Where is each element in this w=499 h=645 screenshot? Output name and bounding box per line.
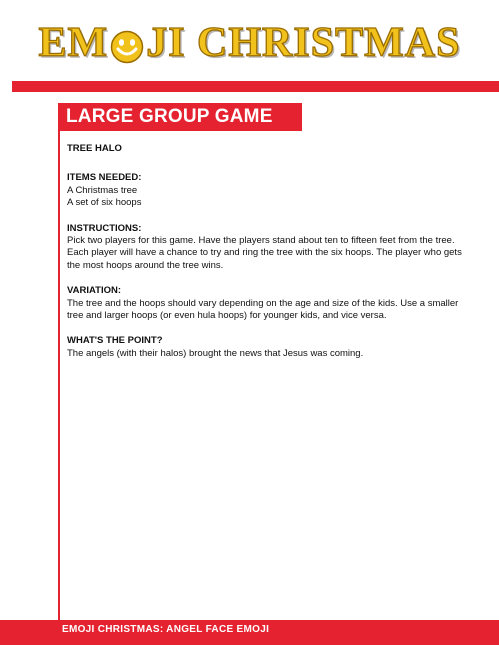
footer-bar [0,620,499,645]
game-content [67,143,477,373]
variation-heading: VARIATION: [67,285,122,297]
logo-text-part2: JI CHRISTMAS [146,20,461,66]
logo-text-part1: EM [38,20,109,66]
items-section [67,172,477,209]
variation-section [67,285,477,322]
items-heading: ITEMS NEEDED: [67,172,142,184]
item-line: A Christmas tree [67,184,138,196]
instructions-text: Pick two players for this game. Have the players stand about ten to fifteen feet from the tree. Each player will have a chance to try and ring the tree with the six hoops. The player who gets the most hoops around the tree wins. [67,235,462,271]
logo-text [39,19,461,67]
variation-text: The tree and the hoops should vary depending on the age and size of the kids. Use a smaller tree and larger hoops (or even hula hoops) for younger kids, and vice versa. [67,297,459,322]
section-header: LARGE GROUP GAME [58,103,302,131]
item-line: A set of six hoops [67,197,142,209]
top-red-bar [12,81,499,92]
logo [0,18,499,68]
left-red-rule [58,104,60,624]
game-title: TREE HALO [67,143,122,154]
smiley-face-icon [110,27,144,61]
point-section [67,335,477,360]
instructions-heading: INSTRUCTIONS: [67,222,142,234]
instructions-section [67,223,477,273]
point-text: The angels (with their halos) brought the news that Jesus was coming. [67,347,364,359]
footer-text: EMOJI CHRISTMAS: ANGEL FACE EMOJI [62,624,270,635]
point-heading: WHAT'S THE POINT? [67,335,163,347]
